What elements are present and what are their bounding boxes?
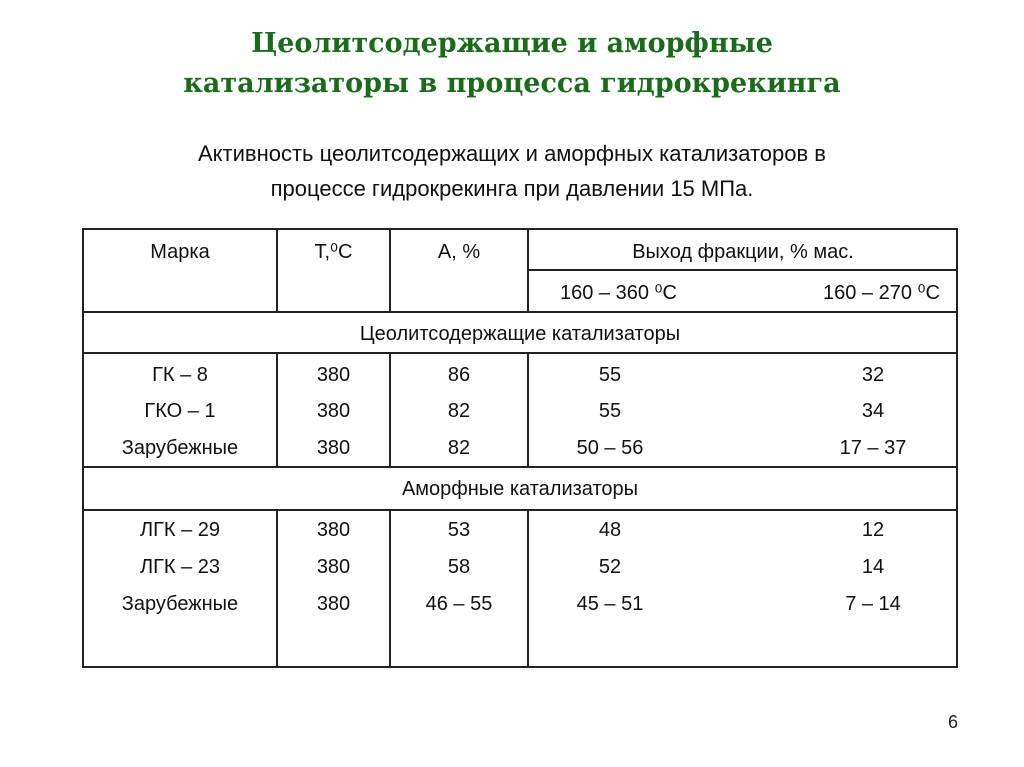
cell-yield-a: 52 [598,556,622,578]
cell-yield-a: 48 [598,519,622,541]
cell-yield-b: 7 – 14 [845,593,901,615]
cell-yield-b: 32 [861,364,885,386]
cell-yield-b: 17 – 37 [839,437,907,459]
cell-yield-a: 55 [598,400,622,422]
cell-activity: 46 – 55 [425,593,493,615]
cell-activity: 82 [447,437,471,459]
cell-temperature: 380 [316,593,351,615]
title-line-2: катализаторы в процесса гидрокрекинга [183,68,841,99]
cell-activity: 58 [447,556,471,578]
table-border-top [82,228,958,230]
divider [82,352,958,354]
table-caption [0,136,1024,206]
page-number: 6 [948,712,959,732]
cell-marka: ЛГК – 29 [139,519,221,541]
caption-line-1: Активность цеолитсодержащих и аморфных катализаторов в [197,141,826,166]
cell-activity: 82 [447,400,471,422]
header-marka: Марка [150,241,210,263]
cell-activity: 86 [447,364,471,386]
cell-yield-b: 14 [861,556,885,578]
table-border-bottom [82,666,958,668]
cell-temperature: 380 [316,437,351,459]
caption-line-2: процессе гидрокрекинга при давлении 15 МПа. [270,176,754,201]
header-yield-160-270: 160 – 270 ⁰С [823,282,940,304]
cell-marka: ГК – 8 [152,364,208,386]
divider [528,269,958,271]
cell-marka: Зарубежные [121,593,239,615]
divider [82,466,958,468]
divider [82,311,958,313]
cell-temperature: 380 [316,400,351,422]
cell-yield-a: 55 [598,364,622,386]
header-activity: А, % [437,241,481,263]
header-yield: Выход фракции, % мас. [632,241,854,263]
slide-title [0,24,1024,104]
cell-yield-b: 12 [861,519,885,541]
divider [82,509,958,511]
cell-yield-a: 45 – 51 [576,593,644,615]
cell-yield-a: 50 – 56 [576,437,644,459]
cell-temperature: 380 [316,519,351,541]
group-label-amorphous: Аморфные катализаторы [401,478,639,500]
cell-marka: Зарубежные [121,437,239,459]
table-border-right [956,228,958,668]
group-label-zeolite: Цеолитсодержащие катализаторы [359,323,681,345]
header-temperature: Т,⁰С [314,241,353,263]
cell-marka: ГКО – 1 [144,400,216,422]
cell-activity: 53 [447,519,471,541]
header-yield-160-360: 160 – 360 ⁰С [560,282,677,304]
cell-yield-b: 34 [861,400,885,422]
title-line-1: Цеолитсодержащие и аморфные [251,28,773,59]
cell-temperature: 380 [316,364,351,386]
cell-temperature: 380 [316,556,351,578]
cell-marka: ЛГК – 23 [139,556,221,578]
